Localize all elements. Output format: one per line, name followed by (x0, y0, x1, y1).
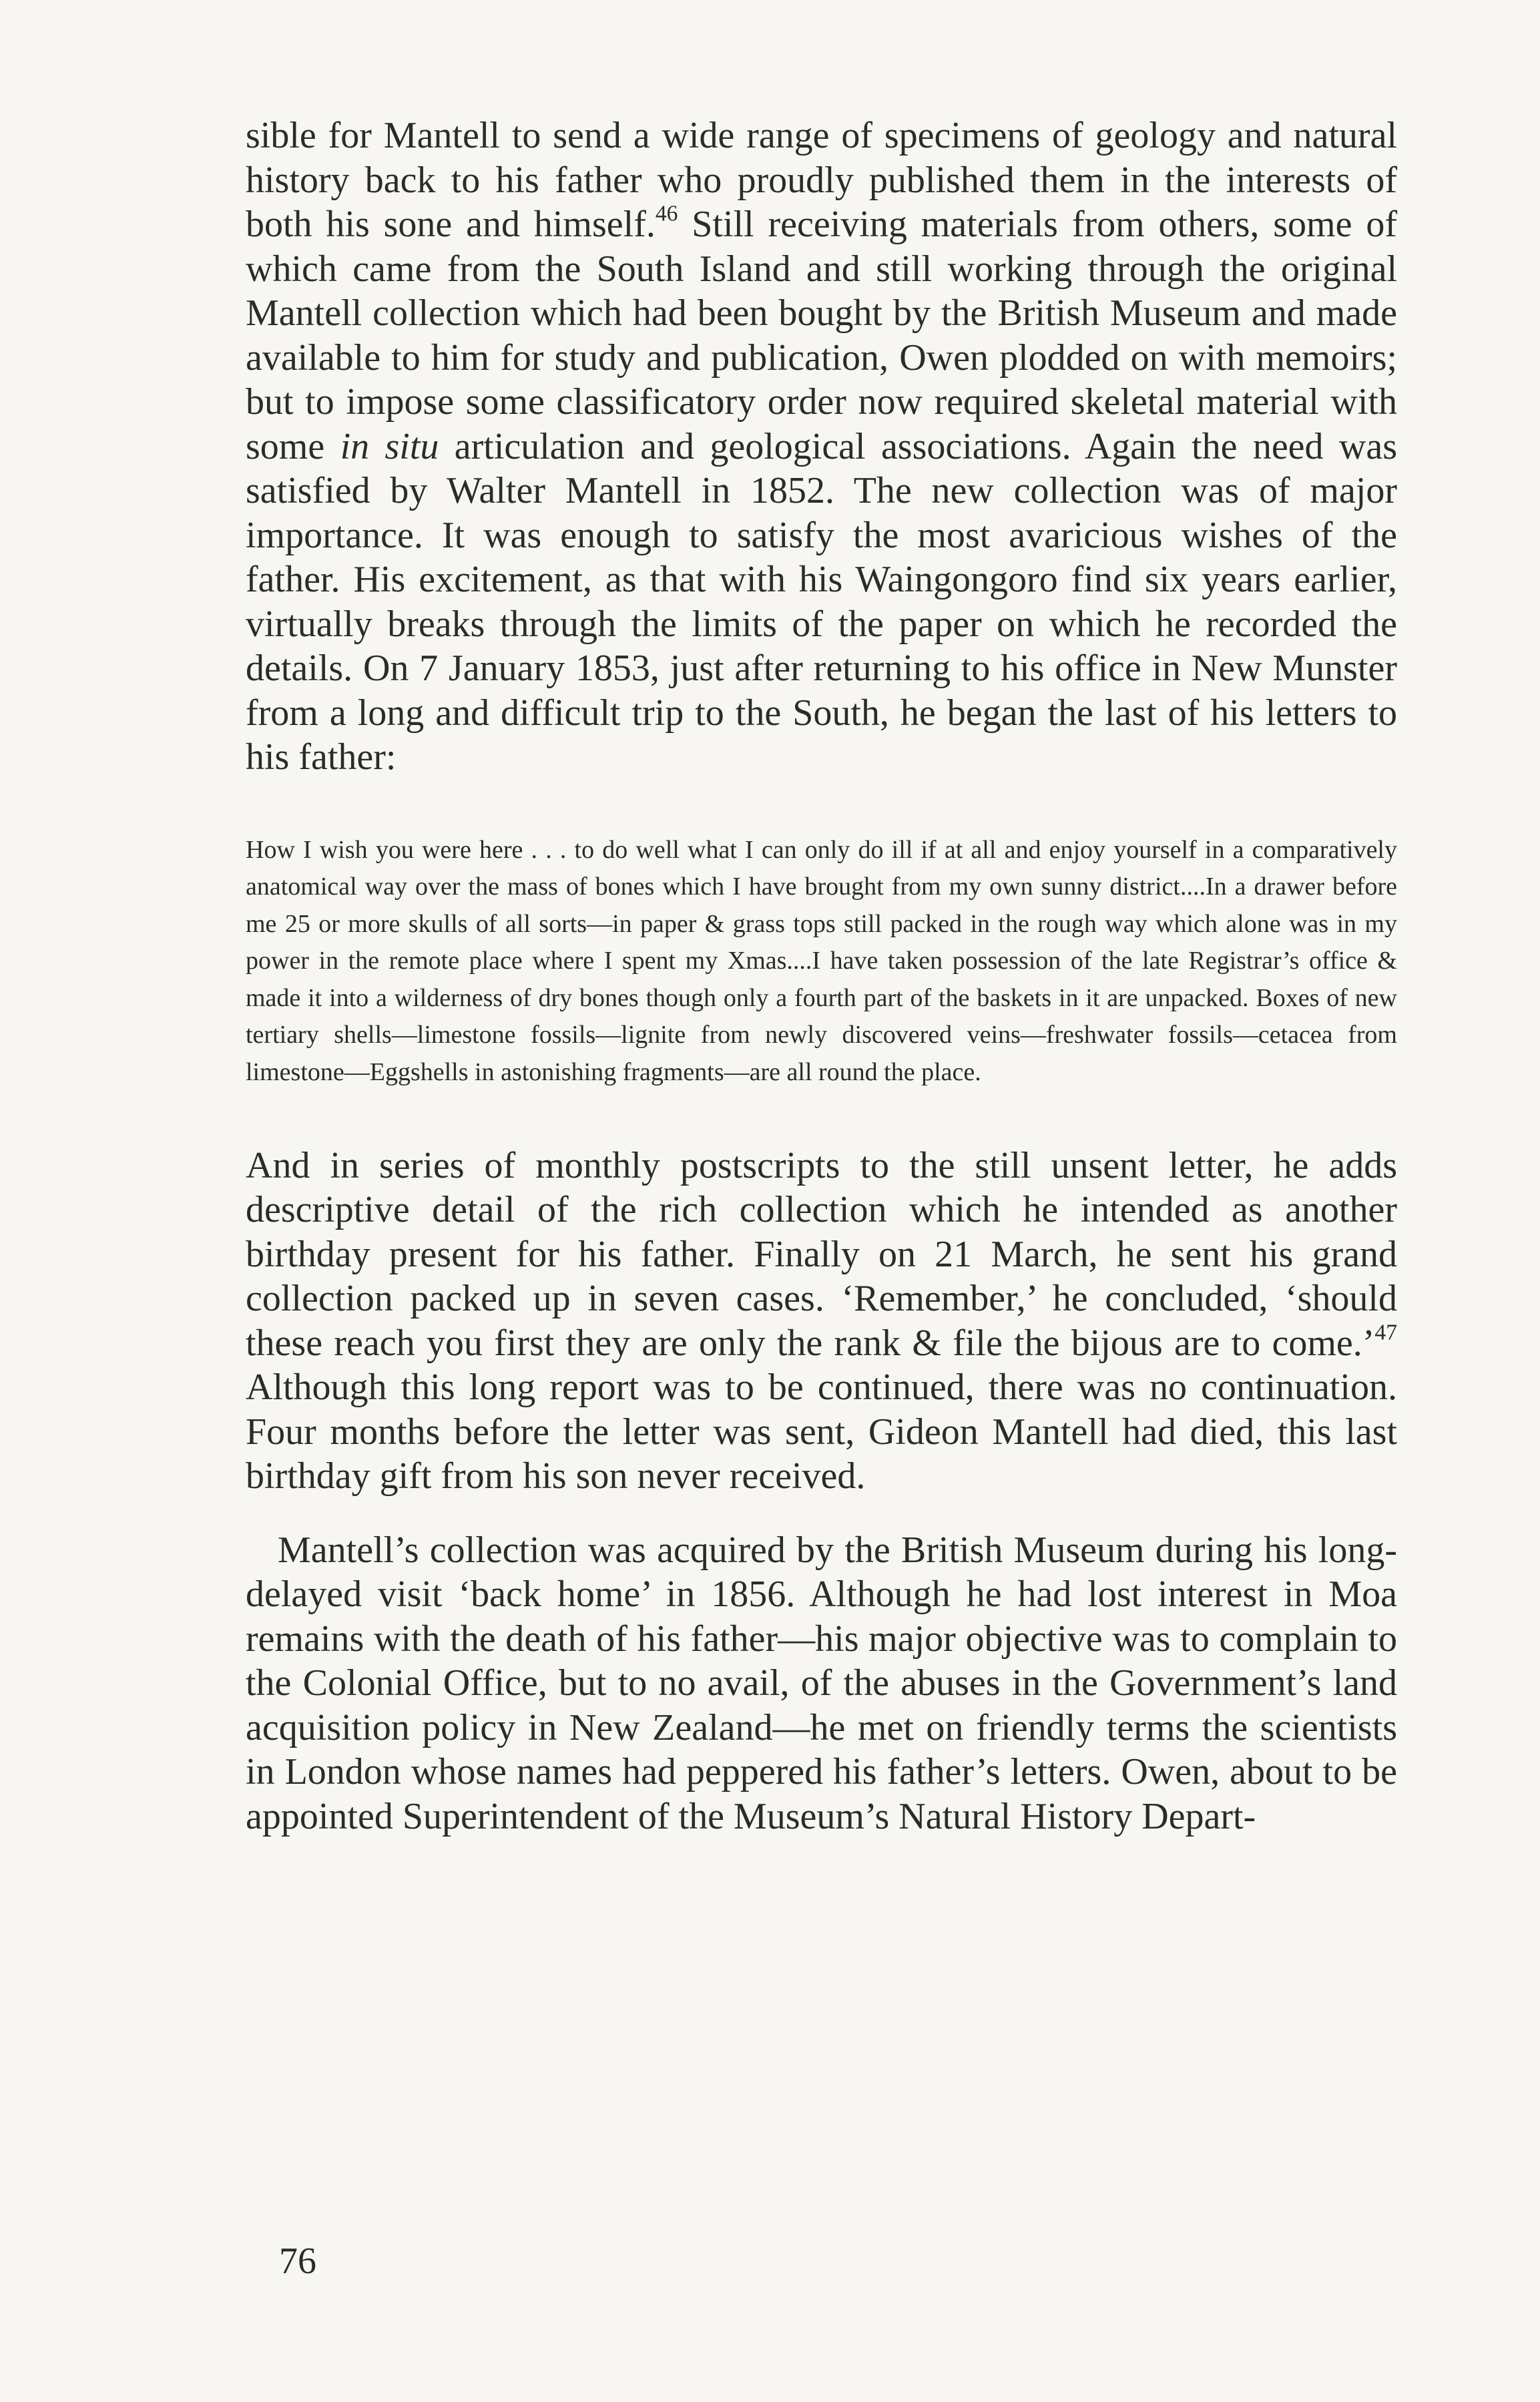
page-number: 76 (279, 2240, 316, 2282)
paragraph-1 (246, 113, 1397, 780)
text-run: sible for Mantell to send a wide range of specimens of geology and natural history back to his father who proudly published them in the interests of both his sone and himself. (246, 115, 1397, 245)
paragraph-3: Mantell’s collection was acquired by the British Museum during his long-delayed visit ‘back home’ in 1856. Although he had lost interest in Moa remains with the death of his father—his major objective was to complain to the Colonial Office, but to no avail, of the abuses in the Government’s land acquisition policy in New Zealand—he met on friendly terms the scientists in London whose names had peppered his father’s letters. Owen, about to be appointed Superintendent of the Museum’s Natural History Depart- (246, 1529, 1397, 1837)
paragraph-2 (246, 1144, 1397, 1499)
text-run: Still receiving materials from others, some of which came from the South Island and still working through the original Mantell collection which had been bought by the British Museum and made available to him for study and publication, Owen plodded on with memoirs; but to impose some classificatory order now required skeletal material with some (246, 204, 1397, 467)
page-body (246, 113, 1397, 1839)
footnote-ref-47[interactable]: 47 (1374, 1320, 1397, 1345)
text-run: articulation and geological associations. Again the need was satisfied by Walter Mantell in 1852. The new collection was of major importance. It was enough to satisfy the most avaricious wishes of the father. His excitement, as that with his Waingongoro find six years earlier, virtually breaks through the limits of the paper on which he recorded the details. On 7 January 1853, just after returning to his office in New Munster from a long and difficult trip to the South, he began the last of his letters to his father: (246, 425, 1397, 778)
text-run: Although this long report was to be continued, there was no continuation. Four months before the letter was sent, Gideon Mantell had died, this last birthday gift from his son never received. (246, 1367, 1397, 1497)
footnote-ref-46[interactable]: 46 (655, 201, 678, 226)
italic-term: in situ (340, 425, 439, 467)
block-quote: How I wish you were here . . . to do well what I can only do ill if at all and enjoy yourself in a comparatively anatomical way over the mass of bones which I have brought from my own sunny district....In a drawer before me 25 or more skulls of all sorts—in paper & grass tops still packed in the rough way which alone was in my power in the remote place where I spent my Xmas....I have taken possession of the late Registrar’s office & made it into a wilderness of dry bones though only a fourth part of the baskets in it are unpacked. Boxes of new tertiary shells—limestone fossils—lignite from newly discovered veins—freshwater fossils—cetacea from limestone—Eggshells in astonishing fragments—are all round the place. (246, 835, 1397, 1087)
text-run: And in series of monthly postscripts to the still unsent letter, he adds descriptive detail of the rich collection which he intended as another birthday present for his father. Finally on 21 March, he sent his grand collection packed up in seven cases. ‘Remember,’ he concluded, ‘should these reach you first they are only the rank & file the bijous are to come.’ (246, 1144, 1397, 1364)
